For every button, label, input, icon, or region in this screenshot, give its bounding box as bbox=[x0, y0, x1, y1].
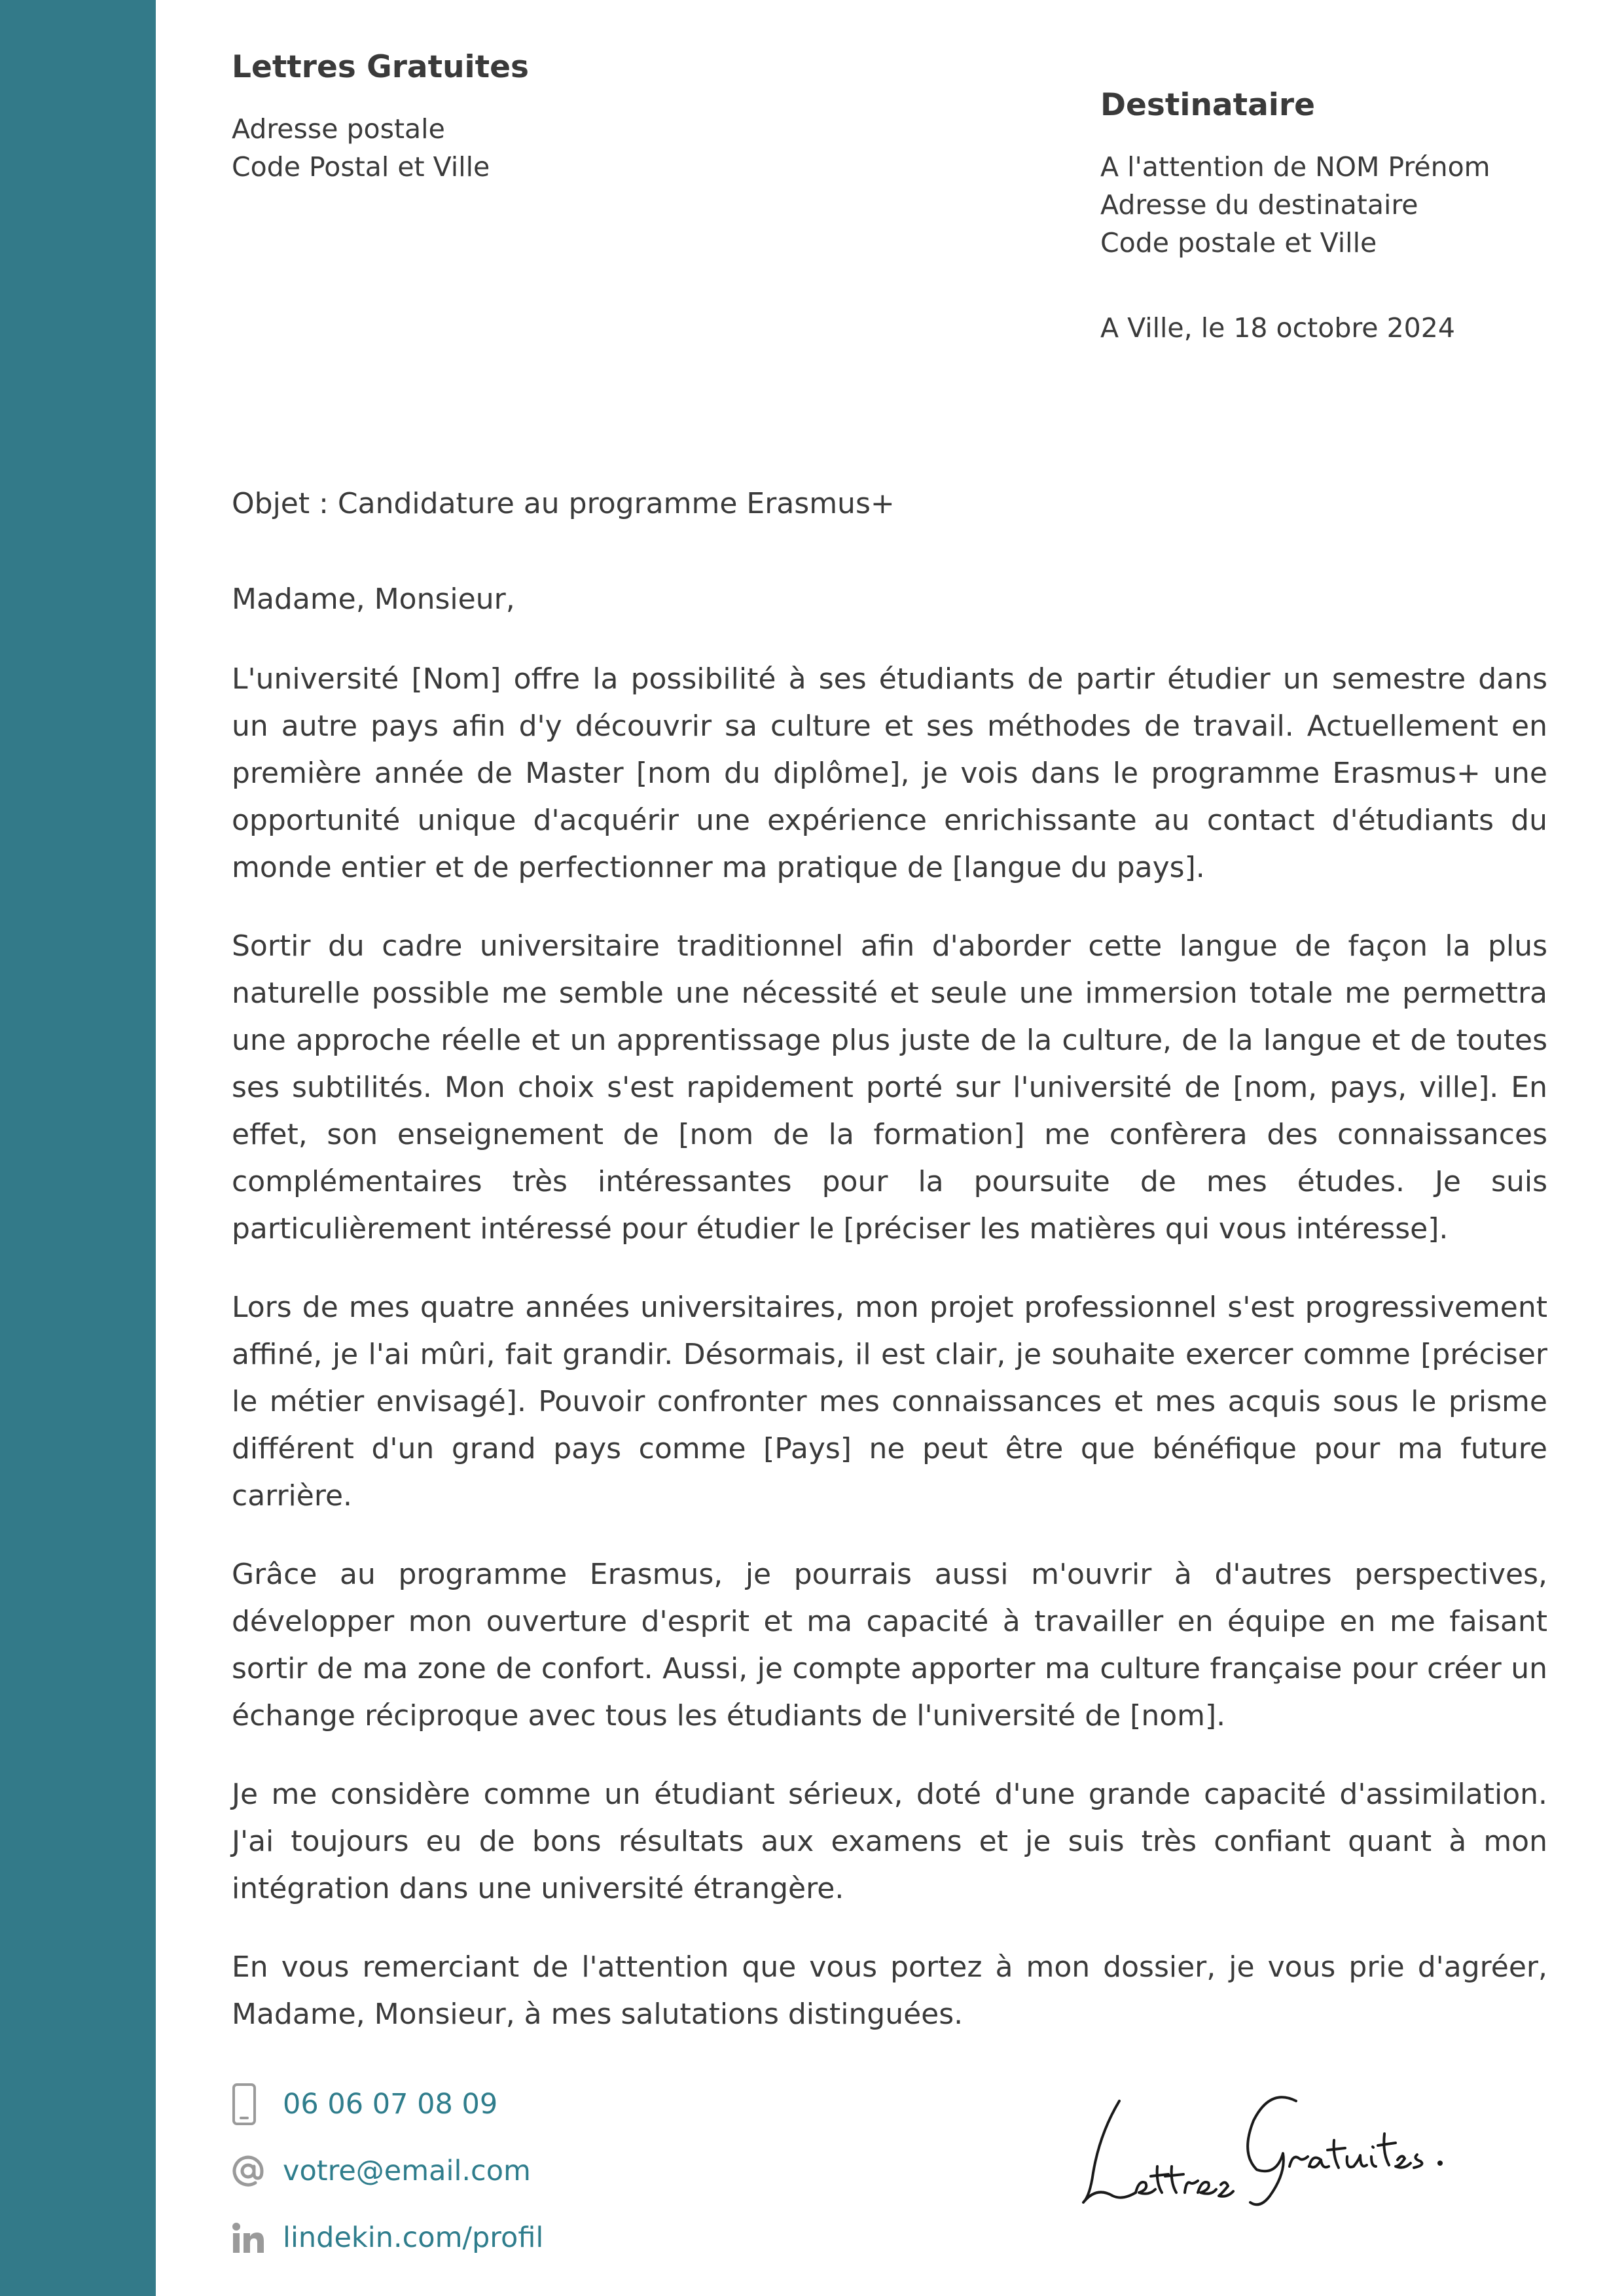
email-link[interactable]: votre@email.com bbox=[283, 2155, 531, 2187]
recipient-address: Adresse du destinataire bbox=[1100, 189, 1418, 221]
letter-subject: Objet : Candidature au programme Erasmus+ bbox=[232, 487, 895, 520]
at-sign-icon bbox=[232, 2148, 264, 2194]
contact-block bbox=[232, 2081, 543, 2282]
sidebar-accent-bar bbox=[0, 0, 156, 2296]
phone-number[interactable]: 06 06 07 08 09 bbox=[283, 2088, 498, 2121]
letter-date: A Ville, le 18 octobre 2024 bbox=[1100, 312, 1455, 344]
recipient-attention: A l'attention de NOM Prénom bbox=[1100, 151, 1490, 183]
paragraph-5: Je me considère comme un étudiant sérieux, doté d'une grande capacité d'assimilation. J'ai toujours eu de bons résultats aux examens et je suis très confiant quant à mon intégration dans une université étrangère. bbox=[232, 1778, 1547, 1905]
handwritten-signature bbox=[1074, 2062, 1466, 2219]
recipient-city: Code postale et Ville bbox=[1100, 227, 1377, 259]
letter-body bbox=[232, 576, 1547, 2070]
paragraph-4: Grâce au programme Erasmus, je pourrais aussi m'ouvrir à d'autres perspectives, développer mon ouverture d'esprit et ma capacité à travailler en équipe en me faisant sortir de ma zone de confort. Aussi, je compte apporter ma culture française pour créer un échange réciproque avec tous les étudiants de l'université de [nom]. bbox=[232, 1558, 1547, 1732]
sender-city: Code Postal et Ville bbox=[232, 151, 490, 183]
contact-phone bbox=[232, 2081, 543, 2127]
paragraph-1: L'université [Nom] offre la possibilité à ses étudiants de partir étudier un semestre dans un autre pays afin d'y découvrir sa culture et ses méthodes de travail. Actuellement en première année de Master [nom du diplôme], je vois dans le programme Erasmus+ une opportunité unique d'acquérir une expérience enrichissante au contact d'étudiants du monde entier et de perfectionner ma pratique de [langue du pays]. bbox=[232, 662, 1547, 884]
letter-greeting: Madame, Monsieur, bbox=[232, 583, 515, 616]
paragraph-2: Sortir du cadre universitaire traditionnel afin d'aborder cette langue de façon la plus naturelle possible me semble une nécessité et seule une immersion totale me permettra une approche réelle et un apprentissage plus juste de la culture, de la langue et de toutes ses subtilités. Mon choix s'est rapidement porté sur l'université de [nom, pays, ville]. En effet, son enseignement de [nom de la formation] me confèrera des connaissances complémentaires très intéressantes pour la poursuite de mes études. Je suis particulièrement intéressé pour étudier le [préciser les matières qui vous intéresse]. bbox=[232, 929, 1547, 1246]
sender-address: Adresse postale bbox=[232, 113, 445, 145]
contact-linkedin bbox=[232, 2215, 543, 2261]
recipient-title: Destinataire bbox=[1100, 87, 1315, 123]
paragraph-3: Lors de mes quatre années universitaires, mon projet professionnel s'est progressivement affiné, je l'ai mûri, fait grandir. Désormais, il est clair, je souhaite exercer comme [préciser le métier envisagé]. Pouvoir confronter mes connaissances et mes acquis sous le prisme différent d'un grand pays comme [Pays] ne peut être que bénéfique pour ma future carrière. bbox=[232, 1291, 1547, 1513]
contact-email bbox=[232, 2148, 543, 2194]
recipient-block bbox=[1100, 84, 1598, 262]
sender-name: Lettres Gratuites bbox=[232, 49, 529, 85]
sender-block bbox=[232, 46, 821, 186]
linkedin-icon bbox=[232, 2215, 264, 2261]
linkedin-link[interactable]: lindekin.com/profil bbox=[283, 2221, 544, 2254]
phone-icon bbox=[232, 2081, 264, 2127]
paragraph-6: En vous remerciant de l'attention que vous portez à mon dossier, je vous prie d'agréer, Madame, Monsieur, à mes salutations distinguées. bbox=[232, 1950, 1547, 2031]
